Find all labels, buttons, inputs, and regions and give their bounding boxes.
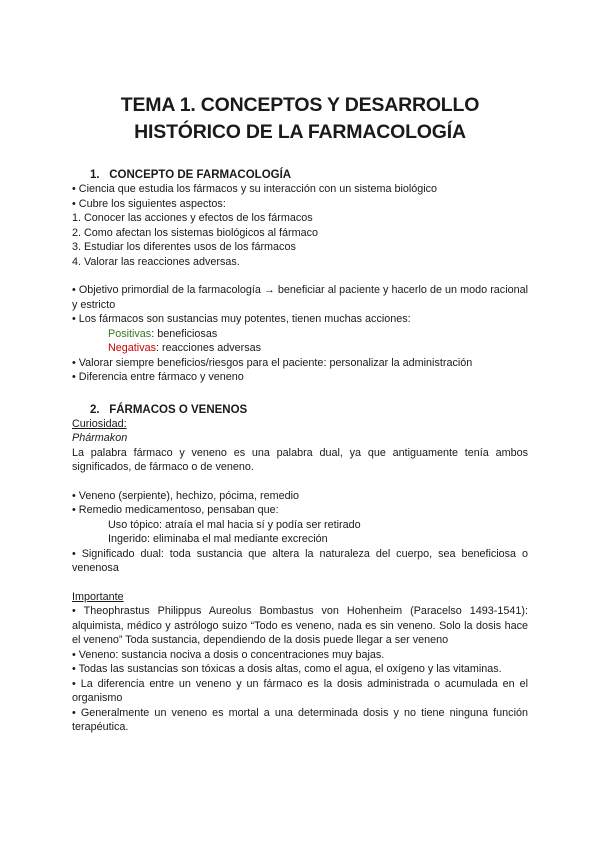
s1-item-2: 2. Como afectan los sistemas biológicos al fármaco xyxy=(72,226,319,239)
pharmakon-term: Phármakon xyxy=(72,432,128,444)
title-line-2: HISTÓRICO DE LA FARMACOLOGÍA xyxy=(134,121,466,143)
s2-bullet-2: • Remedio medicamentoso, pensaban que: xyxy=(72,504,279,516)
important-label: Importante xyxy=(72,590,124,603)
section-1-heading xyxy=(90,168,528,182)
s2-bullet-1: • Veneno (serpiente), hechizo, pócima, remedio xyxy=(72,489,300,502)
important-4: • La diferencia entre un veneno y un fármaco es la dosis administrada o acumulada en el organismo xyxy=(72,677,528,704)
section-1-number: 1. xyxy=(90,169,100,181)
negative-line xyxy=(72,341,528,356)
s1-item-4: 4. Valorar las reacciones adversas. xyxy=(72,255,240,268)
s2-sub-1: Uso tópico: atraía el mal hacia sí y podía ser retirado xyxy=(108,518,361,531)
s1-bullet-1: • Ciencia que estudia los fármacos y su interacción con un sistema biológico xyxy=(72,183,438,195)
important-3: • Todas las sustancias son tóxicas a dosis altas, como el agua, el oxígeno y las vitaminas. xyxy=(72,663,502,675)
positive-label: Positivas xyxy=(108,327,152,340)
title-line-1: TEMA 1. CONCEPTOS Y DESARROLLO xyxy=(120,94,480,116)
positive-text: : beneficiosas xyxy=(151,327,218,340)
s1-item-1: 1. Conocer las acciones y efectos de los fármacos xyxy=(72,212,313,224)
s1-bullet-6: • Diferencia entre fármaco y veneno xyxy=(72,371,244,383)
s1-bullet-3: • Objetivo primordial de la farmacología → beneficiar al paciente y hacerlo de un modo racional y estricto xyxy=(72,284,528,311)
curiosity-label: Curiosidad: xyxy=(72,417,127,430)
s1-bullet-2: • Cubre los siguientes aspectos: xyxy=(72,197,226,210)
s2-sub-2: Ingerido: eliminaba el mal mediante excreción xyxy=(108,533,328,545)
page-title xyxy=(72,92,528,146)
section-2-title: FÁRMACOS O VENENOS xyxy=(109,403,248,416)
important-1: • Theophrastus Philippus Aureolus Bombastus von Hohenheim (Paracelso 1493-1541): alquimista, médico y astrólogo suizo “Todo es veneno, nada es sin veneno. Solo la dosis hace el veneno” Toda sustancia, dependiendo de la dosis puede llegar a ser veneno xyxy=(72,605,528,646)
s1-item-3: 3. Estudiar los diferentes usos de los fármacos xyxy=(72,241,296,253)
negative-text: : reacciones adversas xyxy=(156,342,262,354)
section-2-number: 2. xyxy=(90,403,100,416)
positive-line xyxy=(72,327,528,342)
section-1-title: CONCEPTO DE FARMACOLOGÍA xyxy=(109,169,292,181)
s2-bullet-3: • Significado dual: toda sustancia que altera la naturaleza del cuerpo, sea beneficiosa o venenosa xyxy=(72,547,528,574)
important-2: • Veneno: sustancia nociva a dosis o concentraciones muy bajas. xyxy=(72,648,385,661)
s2-paragraph-1: La palabra fármaco y veneno es una palabra dual, ya que antiguamente tenía ambos significados, de fármaco o de veneno. xyxy=(72,446,528,473)
s1-bullet-4: • Los fármacos son sustancias muy potentes, tienen muchas acciones: xyxy=(72,313,411,325)
negative-label: Negativas xyxy=(108,342,157,354)
important-5: • Generalmente un veneno es mortal a una determinada dosis y no tiene ninguna función terapéutica. xyxy=(72,706,528,733)
s1-bullet-5: • Valorar siempre beneficios/riesgos para el paciente: personalizar la administración xyxy=(72,356,473,369)
document-page xyxy=(72,92,528,735)
section-2-heading xyxy=(90,403,528,417)
